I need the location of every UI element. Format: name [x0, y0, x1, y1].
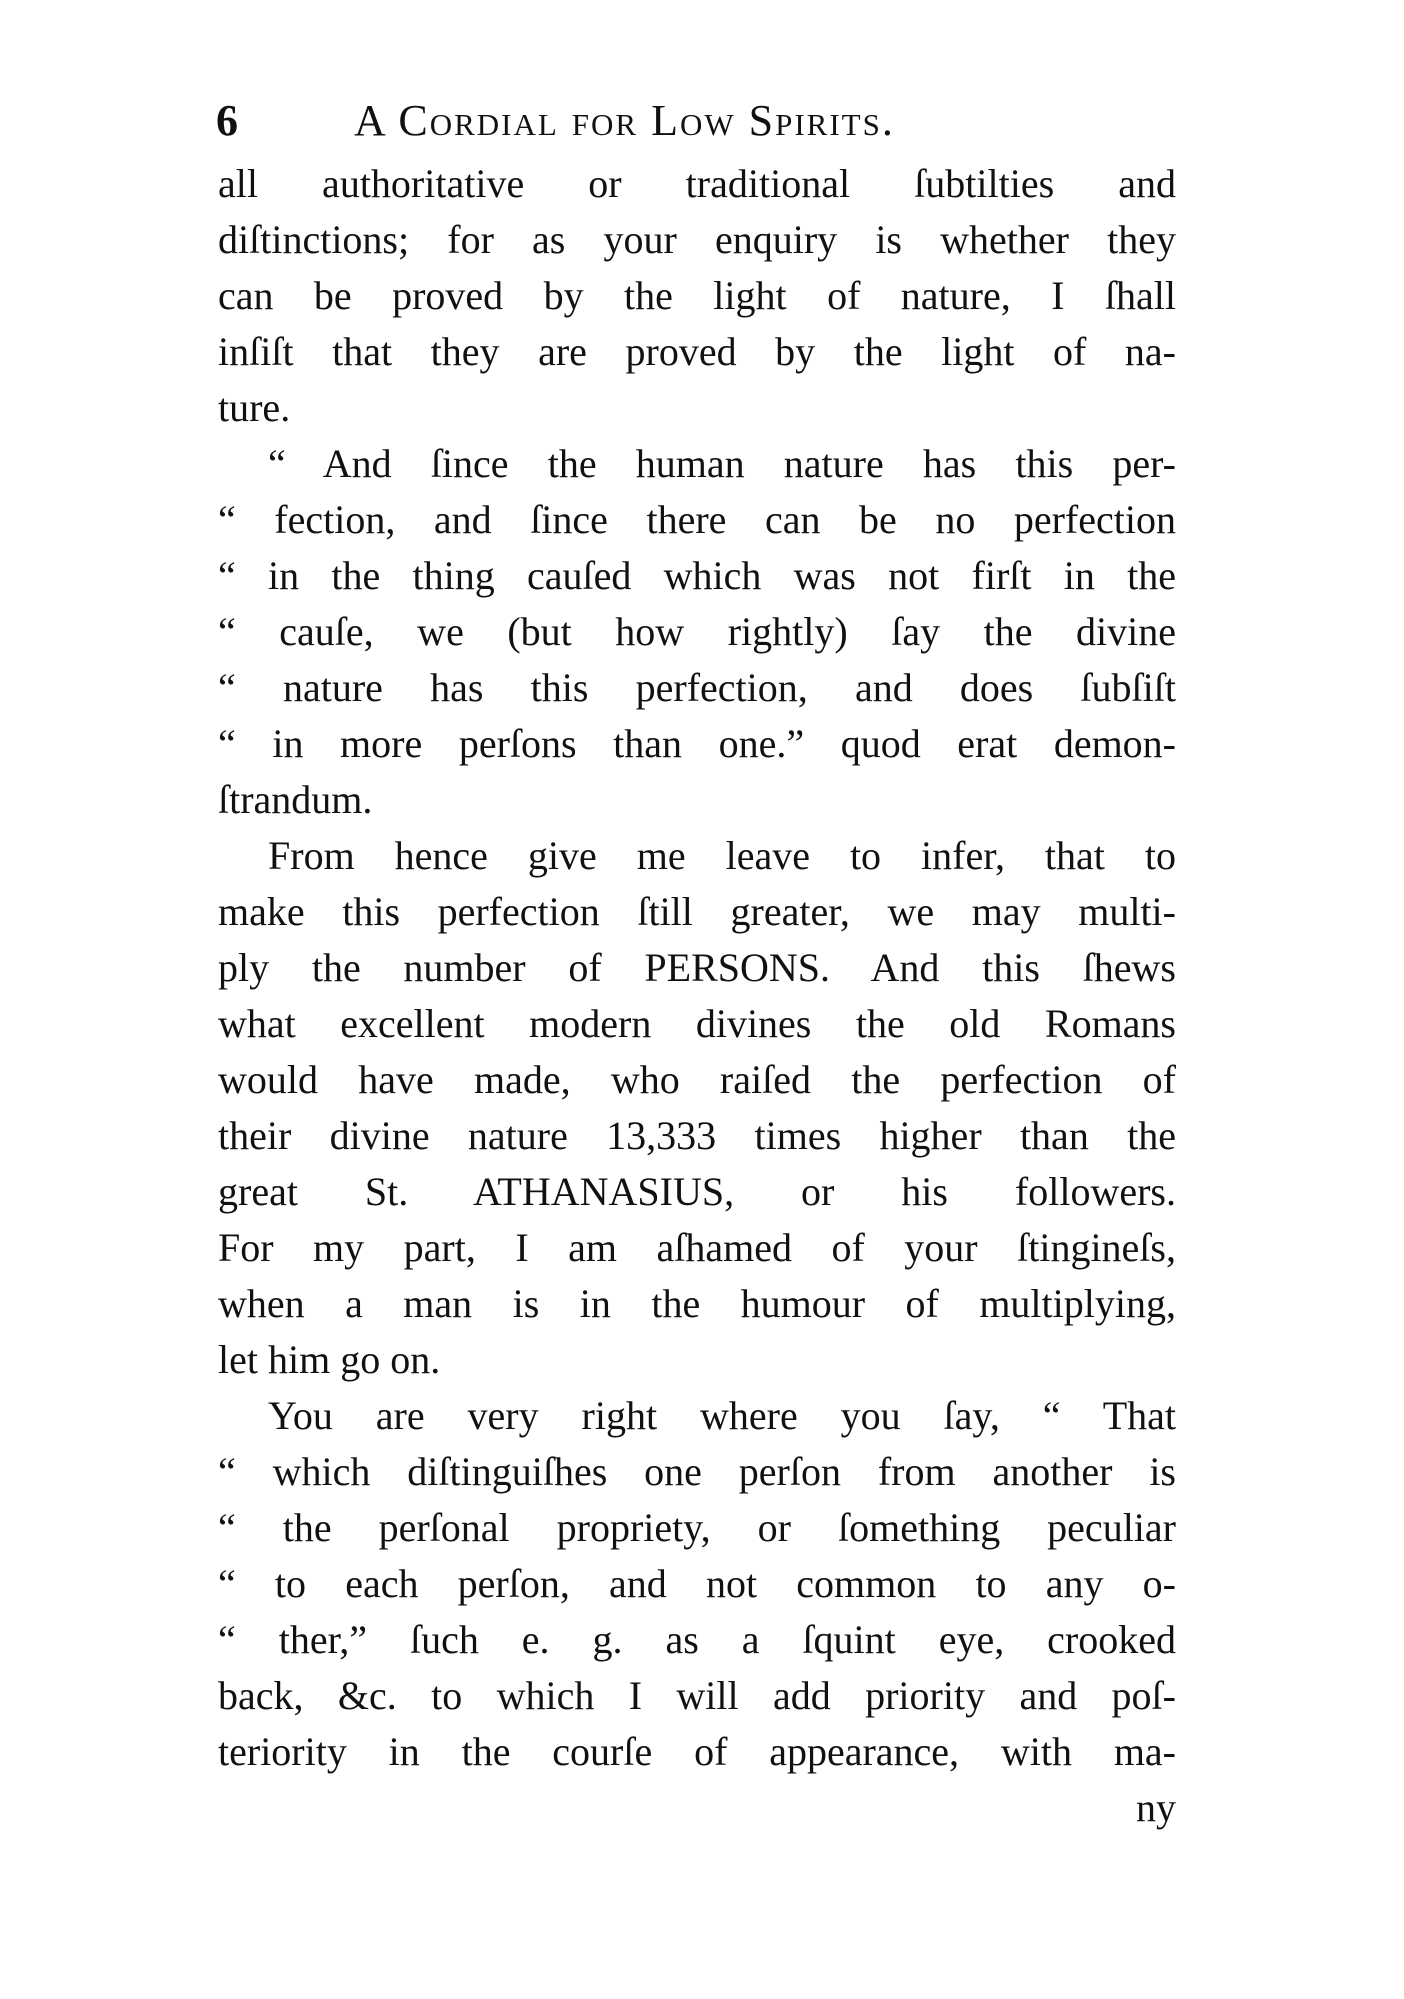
text-line: ture. [218, 385, 291, 430]
quote-line: “ to each perſon, and not common to any o- [218, 1561, 1176, 1606]
text-line: all authoritative or traditional ſubtilties and [218, 161, 1176, 206]
text-line: From hence give me leave to infer, that to [268, 833, 1176, 878]
text-line: would have made, who raiſed the perfection of [218, 1057, 1176, 1102]
quote-line: “ in the thing cauſed which was not firſt in the [218, 553, 1176, 598]
text-line: their divine nature 13,333 times higher than the [218, 1113, 1176, 1158]
text-line: make this perfection ſtill greater, we may multi- [218, 889, 1176, 934]
running-title: A Cordial for Low Spirits. [354, 96, 895, 145]
text-line: can be proved by the light of nature, I ſhall [218, 273, 1176, 318]
text-line: great St. ATHANASIUS, or his followers. [218, 1169, 1176, 1214]
quote-line: ſtrandum. [218, 777, 373, 822]
text-line: when a man is in the humour of multiplying, [218, 1281, 1176, 1326]
text-line: teriority in the courſe of appearance, with ma- [218, 1729, 1176, 1774]
catchword: ny [1136, 1785, 1176, 1830]
quote-line: “ And ſince the human nature has this per- [268, 441, 1176, 486]
body-text [218, 156, 1176, 1836]
quote-line: “ ther,” ſuch e. g. as a ſquint eye, crooked [218, 1617, 1176, 1662]
text-line: back, &c. to which I will add priority and poſ- [218, 1673, 1176, 1718]
text-line: For my part, I am aſhamed of your ſtingineſs, [218, 1225, 1176, 1270]
quote-line: “ nature has this perfection, and does ſubſiſt [218, 665, 1176, 710]
text-line: ply the number of PERSONS. And this ſhews [218, 945, 1176, 990]
text-line: what excellent modern divines the old Romans [218, 1001, 1176, 1046]
text-line: diſtinctions; for as your enquiry is whether they [218, 217, 1176, 262]
quote-line: “ which diſtinguiſhes one perſon from another is [218, 1449, 1176, 1494]
page-number: 6 [216, 96, 238, 145]
quote-line: “ cauſe, we (but how rightly) ſay the divine [218, 609, 1176, 654]
quote-line: “ the perſonal propriety, or ſomething peculiar [218, 1505, 1176, 1550]
text-line: You are very right where you ſay, “ That [268, 1393, 1176, 1438]
quote-line: “ in more perſons than one.” quod erat demon- [218, 721, 1176, 766]
running-header [216, 92, 1176, 150]
text-line: inſiſt that they are proved by the light of na- [218, 329, 1176, 374]
text-line: let him go on. [218, 1337, 441, 1382]
quote-line: “ fection, and ſince there can be no perfection [218, 497, 1176, 542]
